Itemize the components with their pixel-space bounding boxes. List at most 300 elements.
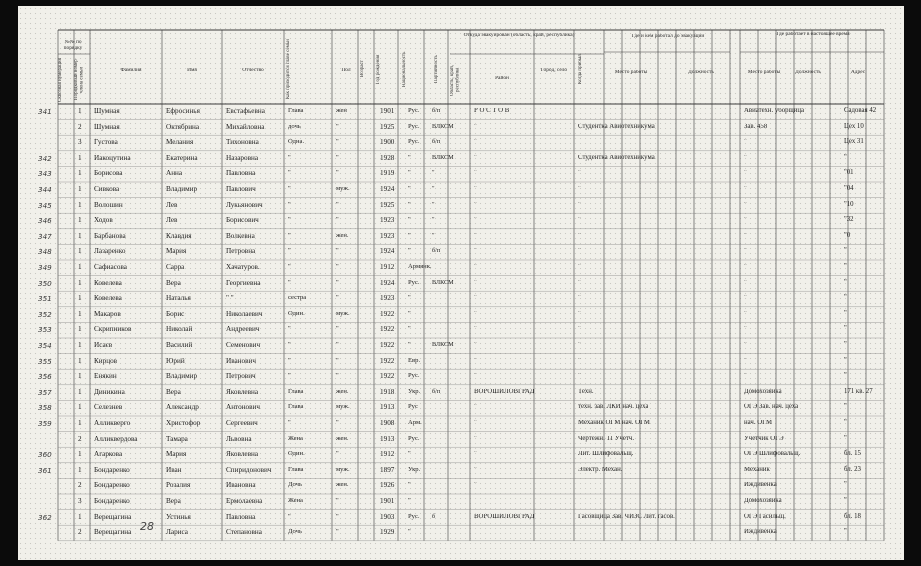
row-member-number: 2 [78, 528, 82, 537]
row-first-name: Иван [166, 465, 182, 474]
row-family-number: 349 [38, 263, 52, 272]
row-patronymic: Семенович [226, 341, 261, 349]
row-address: " [844, 341, 847, 348]
row-work-before: " [578, 373, 581, 380]
header-age: Возраст [360, 60, 365, 78]
row-relation: Жена [288, 434, 303, 442]
row-family-number: 343 [38, 169, 52, 179]
row-first-name: Сарра [166, 263, 185, 271]
row-relation: Глава [288, 465, 304, 473]
row-work-before: " [578, 232, 581, 239]
row-family-number: 354 [38, 341, 52, 350]
row-relation: " [288, 200, 291, 208]
row-birth-year: 1924 [380, 247, 395, 256]
row-family-number: 347 [38, 231, 52, 241]
row-first-name: Екатерина [166, 153, 198, 162]
row-member-number: 1 [78, 341, 82, 349]
row-member-number: 1 [78, 247, 82, 256]
row-work-before: Электр. Механ. [578, 466, 623, 473]
row-nationality: " [408, 247, 411, 255]
row-nationality: Армянк. [408, 263, 432, 270]
row-address: " [844, 263, 847, 270]
row-evacuated-from: ВОРОШИЛОВГРАД [474, 388, 535, 395]
row-evacuated-from: " [474, 466, 477, 473]
row-address: " [844, 481, 847, 489]
row-sex: " [336, 263, 339, 270]
row-sex: жен. [336, 231, 349, 239]
row-address: " [844, 434, 847, 442]
row-evacuated-from: " [474, 248, 477, 255]
row-nationality: Рус. [408, 278, 420, 286]
row-relation: " [288, 231, 291, 239]
header-patronymic: Отчество [242, 68, 264, 73]
header-relation: Как приходится главе семьи [286, 39, 291, 99]
row-first-name: Устинья [166, 512, 191, 521]
row-evacuated-from: " [474, 295, 477, 302]
row-birth-year: 1918 [380, 387, 395, 396]
row-sex: жен. [336, 434, 349, 442]
row-address: " [844, 372, 847, 380]
header-order-number: №№ по порядку [63, 40, 83, 51]
row-relation: Один. [288, 450, 305, 458]
row-address: " [844, 528, 847, 536]
row-work-now: Иждивенка [744, 529, 777, 536]
row-family-number: 342 [38, 153, 52, 163]
row-first-name: Розалия [166, 481, 191, 490]
row-address: "0 [844, 231, 851, 239]
row-address: 171 кв. 27 [844, 387, 873, 395]
row-address: " [844, 309, 847, 317]
row-relation: Жена [288, 497, 303, 504]
row-surname: Исаєв [94, 341, 113, 349]
row-address: "04 [844, 185, 854, 192]
row-sex: " [336, 356, 339, 364]
row-member-number: 1 [78, 356, 82, 365]
row-work-before: техн. зав. ЛКИ нач. цеха [578, 404, 649, 411]
row-relation: " [288, 512, 291, 520]
row-sex: жен. [336, 481, 349, 489]
row-sex: муж. [336, 403, 350, 411]
row-relation: Глава [288, 107, 304, 114]
row-birth-year: 1922 [380, 341, 395, 349]
row-family-number: 350 [38, 278, 52, 288]
row-sex: " [336, 138, 339, 146]
row-nationality: Рус. [408, 372, 420, 380]
row-address: Садовая 42 [844, 107, 877, 114]
header-work-before: Где и кем работал до эвакуации [631, 34, 705, 39]
row-member-number: 1 [78, 263, 82, 271]
row-member-number: 1 [78, 325, 82, 334]
header-address: Адрес [850, 70, 866, 75]
row-address: бл. 23 [844, 465, 861, 473]
row-evacuated-from: " [474, 310, 477, 317]
row-work-now: " [744, 326, 747, 333]
row-first-name: Октябрина [166, 122, 200, 131]
row-evacuated-from: " [474, 186, 477, 192]
row-work-now: " [744, 295, 747, 302]
row-surname: Селезнев [94, 403, 123, 412]
row-work-before: " [578, 326, 581, 333]
row-first-name: Лев [166, 216, 178, 225]
row-surname: Густова [94, 138, 118, 147]
header-member-number: Порядковый номер члена семьи [74, 59, 85, 101]
row-member-number: 1 [78, 403, 82, 412]
row-surname: Ковелева [94, 278, 122, 287]
row-first-name: Борис [166, 309, 185, 318]
row-patronymic: Павловна [226, 169, 256, 178]
row-first-name: Владимир [166, 185, 198, 193]
row-member-number: 1 [78, 512, 82, 521]
row-work-now: " [744, 154, 747, 161]
row-address: " [844, 356, 847, 364]
row-birth-year: 1924 [380, 278, 395, 287]
row-address: бл. 15 [844, 450, 861, 458]
row-evacuated-from: " [474, 154, 477, 161]
row-work-now: " [744, 139, 747, 146]
row-party: б/п [432, 107, 441, 114]
row-sex: " [336, 216, 339, 224]
row-surname: Верещагина [94, 512, 132, 521]
row-first-name: Мария [166, 247, 187, 256]
row-first-name: Мелания [166, 138, 194, 147]
row-relation: " [288, 419, 291, 426]
row-birth-year: 1897 [380, 465, 395, 474]
row-nationality: " [408, 185, 411, 192]
row-first-name: Василий [166, 341, 193, 349]
row-surname: Скрипников [94, 325, 132, 334]
row-party: ВЛКСМ [432, 278, 454, 286]
row-evacuated-from: " [474, 217, 477, 224]
row-sex: " [336, 278, 339, 286]
row-first-name: Ефросинья [166, 107, 200, 115]
row-birth-year: 1903 [380, 512, 395, 521]
row-work-now: ОГЭ Зав. нач. цеха [744, 404, 799, 411]
row-address: " [844, 497, 847, 504]
row-nationality: Рус. [408, 138, 420, 146]
row-address: " [844, 294, 847, 302]
row-birth-year: 1925 [380, 200, 395, 209]
row-nationality: Рус [408, 403, 418, 411]
row-address: бл. 18 [844, 512, 861, 520]
row-evacuated-from: " [474, 357, 477, 364]
row-family-number: 344 [38, 185, 52, 194]
header-birth-year: Год рождения [376, 54, 381, 84]
row-surname: Шумная [94, 122, 120, 131]
row-relation: " [288, 372, 291, 380]
row-member-number: 1 [78, 387, 82, 396]
row-work-before: Студентка Авиотехникума [578, 123, 655, 130]
row-address: Цех 31 [844, 138, 864, 146]
row-work-now: " [744, 310, 747, 317]
row-patronymic: Яковлевна [226, 450, 259, 459]
row-member-number: 1 [78, 153, 82, 162]
row-birth-year: 1922 [380, 325, 395, 334]
row-sex: муж. [336, 465, 350, 473]
row-surname: Енякин [94, 372, 117, 381]
row-first-name: Христофор [166, 419, 201, 427]
row-nationality: " [408, 169, 411, 177]
row-surname: Алликверго [94, 419, 131, 427]
row-party: " [432, 200, 435, 208]
row-work-now: " [744, 342, 747, 348]
row-surname: Ходов [94, 216, 113, 225]
header-sex: Пол [341, 68, 351, 73]
row-nationality: Евр. [408, 356, 421, 364]
row-patronymic: Павлович [226, 185, 256, 193]
row-work-now: нач. ОГМ [744, 420, 772, 426]
row-birth-year: 1901 [380, 107, 395, 115]
row-patronymic: Ивановна [226, 481, 256, 490]
row-sex: " [336, 341, 339, 348]
row-family-number: 360 [38, 450, 52, 460]
row-family-number: 352 [38, 309, 52, 319]
row-family-number: 355 [38, 356, 52, 366]
row-sex: " [336, 200, 339, 208]
row-evacuated-from: " [474, 279, 477, 286]
row-birth-year: 1908 [380, 419, 395, 427]
row-first-name: Тамара [166, 434, 188, 443]
row-sex: муж. [336, 309, 350, 317]
row-evacuated-from: ВОРОШИЛОВГРАД [474, 513, 535, 520]
row-first-name: Вера [166, 387, 181, 396]
row-patronymic: Тихоновна [226, 138, 259, 147]
row-first-name: Лариса [166, 528, 188, 537]
header-surname: Фамилия [120, 68, 142, 73]
row-nationality: " [408, 153, 411, 161]
row-surname: Барбанова [94, 231, 126, 240]
row-family-number: 362 [38, 512, 52, 522]
row-work-now: Учетчик ОГЭ [744, 435, 784, 442]
row-sex: жен. [336, 387, 349, 395]
row-patronymic: " " [226, 294, 234, 303]
row-relation: Глава [288, 403, 304, 411]
row-member-number: 1 [78, 309, 82, 318]
row-work-now: Механик [744, 466, 770, 473]
row-work-now: Авиатехн. уборщица [744, 108, 805, 114]
row-relation: " [288, 278, 291, 286]
row-nationality: " [408, 450, 411, 458]
row-sex: " [336, 153, 339, 161]
row-address: " [844, 403, 847, 411]
row-patronymic: Антонович [226, 403, 260, 412]
row-nationality: " [408, 216, 411, 224]
row-sex: " [336, 497, 339, 504]
row-relation: " [288, 356, 291, 364]
row-evacuated-from: " [474, 342, 477, 348]
row-patronymic: Львовна [226, 434, 252, 443]
row-sex: " [336, 247, 339, 255]
row-sex: " [336, 122, 339, 130]
row-member-number: 2 [78, 481, 82, 490]
header-nationality: Национальность [402, 51, 407, 87]
row-patronymic: Волкевна [226, 231, 255, 240]
row-nationality: " [408, 497, 411, 504]
row-party: б/п [432, 387, 441, 395]
row-work-before: " [578, 295, 581, 302]
row-party: б [432, 512, 436, 520]
row-first-name: Анна [166, 169, 183, 178]
row-family-number: 358 [38, 403, 52, 413]
row-sex: " [336, 294, 339, 302]
row-nationality: Рус. [408, 107, 420, 114]
row-relation: " [288, 247, 291, 255]
row-patronymic: Хачатуров. [226, 263, 260, 271]
row-party: " [432, 185, 435, 192]
row-nationality: Укр. [408, 465, 421, 473]
row-birth-year: 1912 [380, 450, 395, 459]
row-birth-year: 1925 [380, 122, 395, 131]
row-work-now: " [744, 217, 747, 224]
row-patronymic: Яковлевна [226, 387, 259, 396]
row-member-number: 1 [78, 372, 82, 381]
row-address: " [844, 278, 847, 286]
row-nationality: " [408, 231, 411, 239]
row-surname: Агаркова [94, 450, 123, 459]
row-family-number: 356 [38, 372, 52, 382]
row-work-before: Студентка Авиотехникума [578, 154, 655, 161]
row-surname: Ковелева [94, 294, 122, 303]
row-member-number: 2 [78, 434, 82, 443]
row-work-now: Домохозяйка [744, 498, 782, 504]
row-nationality: " [408, 528, 411, 536]
row-first-name: Александр [166, 403, 199, 412]
row-party: ВЛКСМ [432, 122, 454, 130]
row-birth-year: 1922 [380, 372, 395, 381]
row-sex: муж. [336, 185, 350, 192]
row-birth-year: 1926 [380, 481, 395, 490]
row-work-before: " [578, 170, 581, 177]
row-address: " [844, 419, 847, 426]
header-city: Город, село [540, 68, 568, 73]
row-work-now: Иждивенка [744, 482, 777, 489]
header-name: Имя [187, 68, 197, 73]
header-work-place: Место работы [614, 70, 648, 75]
row-sex: " [336, 512, 339, 520]
row-surname: Иакоцутина [94, 153, 131, 162]
row-member-number: 1 [78, 278, 82, 287]
row-patronymic: Евстафьевна [226, 107, 265, 115]
row-birth-year: 1913 [380, 403, 395, 412]
row-patronymic: Лукьянович [226, 200, 263, 209]
row-family-number: 351 [38, 294, 52, 304]
row-party: " [432, 169, 435, 177]
row-surname: Сафиасова [94, 263, 127, 271]
row-work-before: " [578, 279, 581, 286]
row-evacuated-from: Р О С Т О В [474, 108, 510, 114]
row-work-now: " [744, 232, 747, 239]
row-work-before: Гасовщица Зав. ЧИЗС Лит. гасов. [578, 513, 675, 520]
row-patronymic: Сергеевич [226, 419, 258, 427]
row-birth-year: 1922 [380, 356, 395, 365]
row-birth-year: 1928 [380, 153, 395, 162]
row-nationality: Укр. [408, 387, 421, 395]
row-evacuated-from: " [474, 170, 477, 177]
row-member-number: 1 [78, 107, 82, 115]
row-relation: " [288, 263, 291, 270]
row-relation: " [288, 185, 291, 192]
row-relation: Дочь [288, 528, 302, 536]
row-address: "32 [844, 216, 854, 224]
row-party: ВЛКСМ [432, 153, 454, 161]
row-patronymic: Иванович [226, 356, 256, 365]
row-sex: " [336, 325, 339, 333]
row-address: " [844, 247, 847, 255]
row-relation: сестра [288, 294, 307, 302]
row-address: "01 [844, 169, 854, 177]
row-first-name: Наталья [166, 294, 191, 303]
row-relation: Один. [288, 309, 305, 317]
row-nationality: Рус. [408, 512, 420, 520]
row-birth-year: 1929 [380, 528, 395, 537]
row-evacuated-from: " [474, 232, 477, 239]
row-party: " [432, 231, 435, 239]
row-evacuated-from: " [474, 123, 477, 130]
header-arrival-date: Когда прибыл [578, 54, 583, 84]
row-birth-year: 1923 [380, 216, 395, 225]
row-relation: " [288, 169, 291, 177]
row-evacuated-from: " [474, 435, 477, 442]
row-work-now: " [744, 186, 747, 192]
header-work-now: Где работает в настоящее время [776, 32, 850, 37]
row-relation: " [288, 325, 291, 333]
row-surname: Кирцов [94, 356, 118, 365]
row-relation: дочь [288, 122, 301, 130]
row-patronymic: Назаровна [226, 153, 259, 162]
row-member-number: 3 [78, 138, 82, 147]
row-work-before: " [578, 217, 581, 224]
row-surname: Бондаренко [94, 497, 130, 505]
row-family-number: 346 [38, 216, 52, 226]
row-evacuated-from: " [474, 420, 477, 426]
row-birth-year: 1923 [380, 231, 395, 240]
row-evacuated-from: " [474, 326, 477, 333]
row-evacuated-from: " [474, 373, 477, 380]
row-work-now: Домохозяйка [744, 388, 782, 395]
row-first-name: Клавдия [166, 231, 192, 240]
row-surname: Волошин [94, 200, 123, 209]
row-address: "10 [844, 200, 854, 208]
row-patronymic: Андреевич [226, 325, 260, 334]
row-evacuated-from: " [474, 264, 477, 270]
row-first-name: Юрий [166, 356, 185, 365]
row-sex: " [336, 419, 339, 426]
row-surname: Макаров [94, 309, 121, 318]
row-birth-year: 1900 [380, 138, 395, 147]
row-surname: Лазаренко [94, 247, 126, 256]
row-surname: Бондаренко [94, 481, 130, 490]
row-patronymic: Георгиевна [226, 278, 261, 287]
header-work-role: Должность [688, 70, 714, 75]
row-nationality: " [408, 341, 411, 348]
row-family-number: 348 [38, 247, 52, 257]
row-surname: Шумная [94, 107, 120, 115]
row-sex: " [336, 528, 339, 536]
row-patronymic: Степановна [226, 528, 262, 537]
row-birth-year: 1923 [380, 294, 395, 303]
row-first-name: Вера [166, 497, 181, 505]
row-work-before: Лит. Шлифовальщ. [578, 451, 634, 458]
row-nationality: " [408, 294, 411, 302]
row-member-number: 2 [78, 122, 82, 131]
row-work-now: " [744, 170, 747, 177]
row-patronymic: Ермолаевна [226, 497, 263, 505]
row-work-now: ОГЭ Гасильщ. [744, 513, 786, 520]
row-family-number: 357 [38, 387, 52, 397]
row-work-before: Техн. [578, 388, 594, 395]
row-sex: " [336, 450, 339, 458]
row-work-before: " [578, 310, 581, 317]
row-surname: Бондаренко [94, 465, 130, 474]
